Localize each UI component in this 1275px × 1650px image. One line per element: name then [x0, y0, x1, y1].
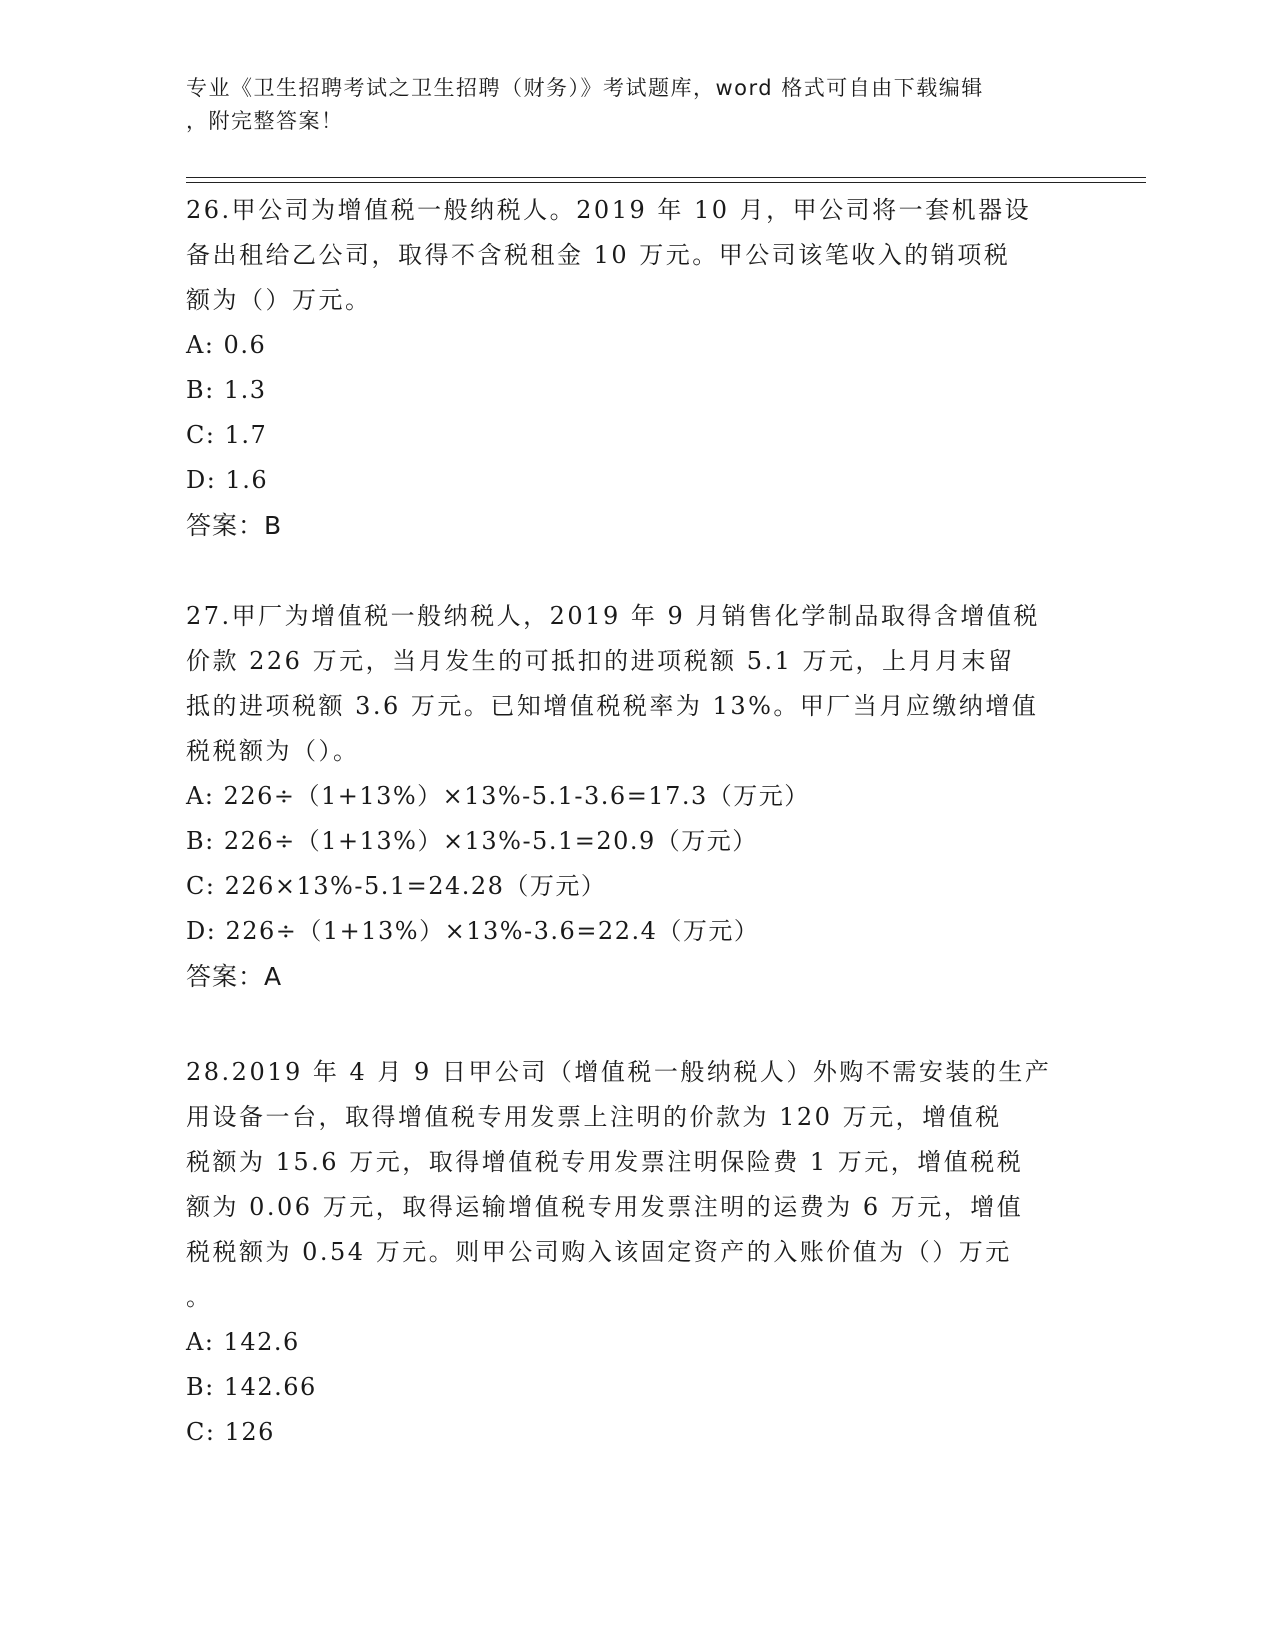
question-text-line: 26.甲公司为增值税一般纳税人。2019 年 10 月，甲公司将一套机器设	[186, 196, 1032, 224]
question-text-line: 抵的进项税额 3.6 万元。已知增值税税率为 13%。甲厂当月应缴纳增值	[186, 692, 1039, 720]
question-text-line: 备出租给乙公司，取得不含税租金 10 万元。甲公司该笔收入的销项税	[186, 241, 1011, 269]
option-c: C: 126	[186, 1418, 275, 1446]
option-d: D: 1.6	[186, 466, 269, 494]
option-a: A: 0.6	[186, 331, 267, 359]
option-a: A: 226÷（1+13%）×13%-5.1-3.6=17.3（万元）	[186, 782, 810, 810]
option-b: B: 1.3	[186, 376, 267, 404]
option-c: C: 1.7	[186, 421, 268, 449]
question-text-line: 用设备一台，取得增值税专用发票上注明的价款为 120 万元，增值税	[186, 1103, 1002, 1131]
question-text-line: 税额为 15.6 万元，取得增值税专用发票注明保险费 1 万元，增值税税	[186, 1148, 1024, 1176]
option-d: D: 226÷（1+13%）×13%-3.6=22.4（万元）	[186, 917, 760, 945]
option-b: B: 142.66	[186, 1373, 317, 1401]
question-text-line: 税税额为（）。	[186, 737, 360, 765]
answer-label: 答案：B	[186, 511, 283, 540]
question-text-line: 价款 226 万元，当月发生的可抵扣的进项税额 5.1 万元，上月月末留	[186, 647, 1015, 675]
document-header	[186, 72, 1066, 138]
answer-label: 答案：A	[186, 962, 283, 991]
option-c: C: 226×13%-5.1=24.28（万元）	[186, 872, 607, 900]
question-text-line: 额为（）万元。	[186, 286, 372, 314]
question-text-line: 税税额为 0.54 万元。则甲公司购入该固定资产的入账价值为（）万元	[186, 1238, 1012, 1266]
option-a: A: 142.6	[186, 1328, 300, 1356]
header-divider	[186, 177, 1146, 178]
option-b: B: 226÷（1+13%）×13%-5.1=20.9（万元）	[186, 827, 758, 855]
question-text-line: 27.甲厂为增值税一般纳税人，2019 年 9 月销售化学制品取得含增值税	[186, 602, 1040, 630]
question-text-line: 28.2019 年 4 月 9 日甲公司（增值税一般纳税人）外购不需安装的生产	[186, 1058, 1052, 1086]
header-line: 专业《卫生招聘考试之卫生招聘（财务）》考试题库，word 格式可自由下载编辑	[186, 76, 984, 100]
question-27	[186, 594, 1086, 999]
question-26	[186, 188, 1086, 548]
question-text-line: 。	[186, 1283, 213, 1311]
question-28	[186, 1050, 1086, 1455]
header-divider	[186, 182, 1146, 183]
header-line: ，附完整答案！	[186, 109, 344, 133]
question-text-line: 额为 0.06 万元，取得运输增值税专用发票注明的运费为 6 万元，增值	[186, 1193, 1024, 1221]
